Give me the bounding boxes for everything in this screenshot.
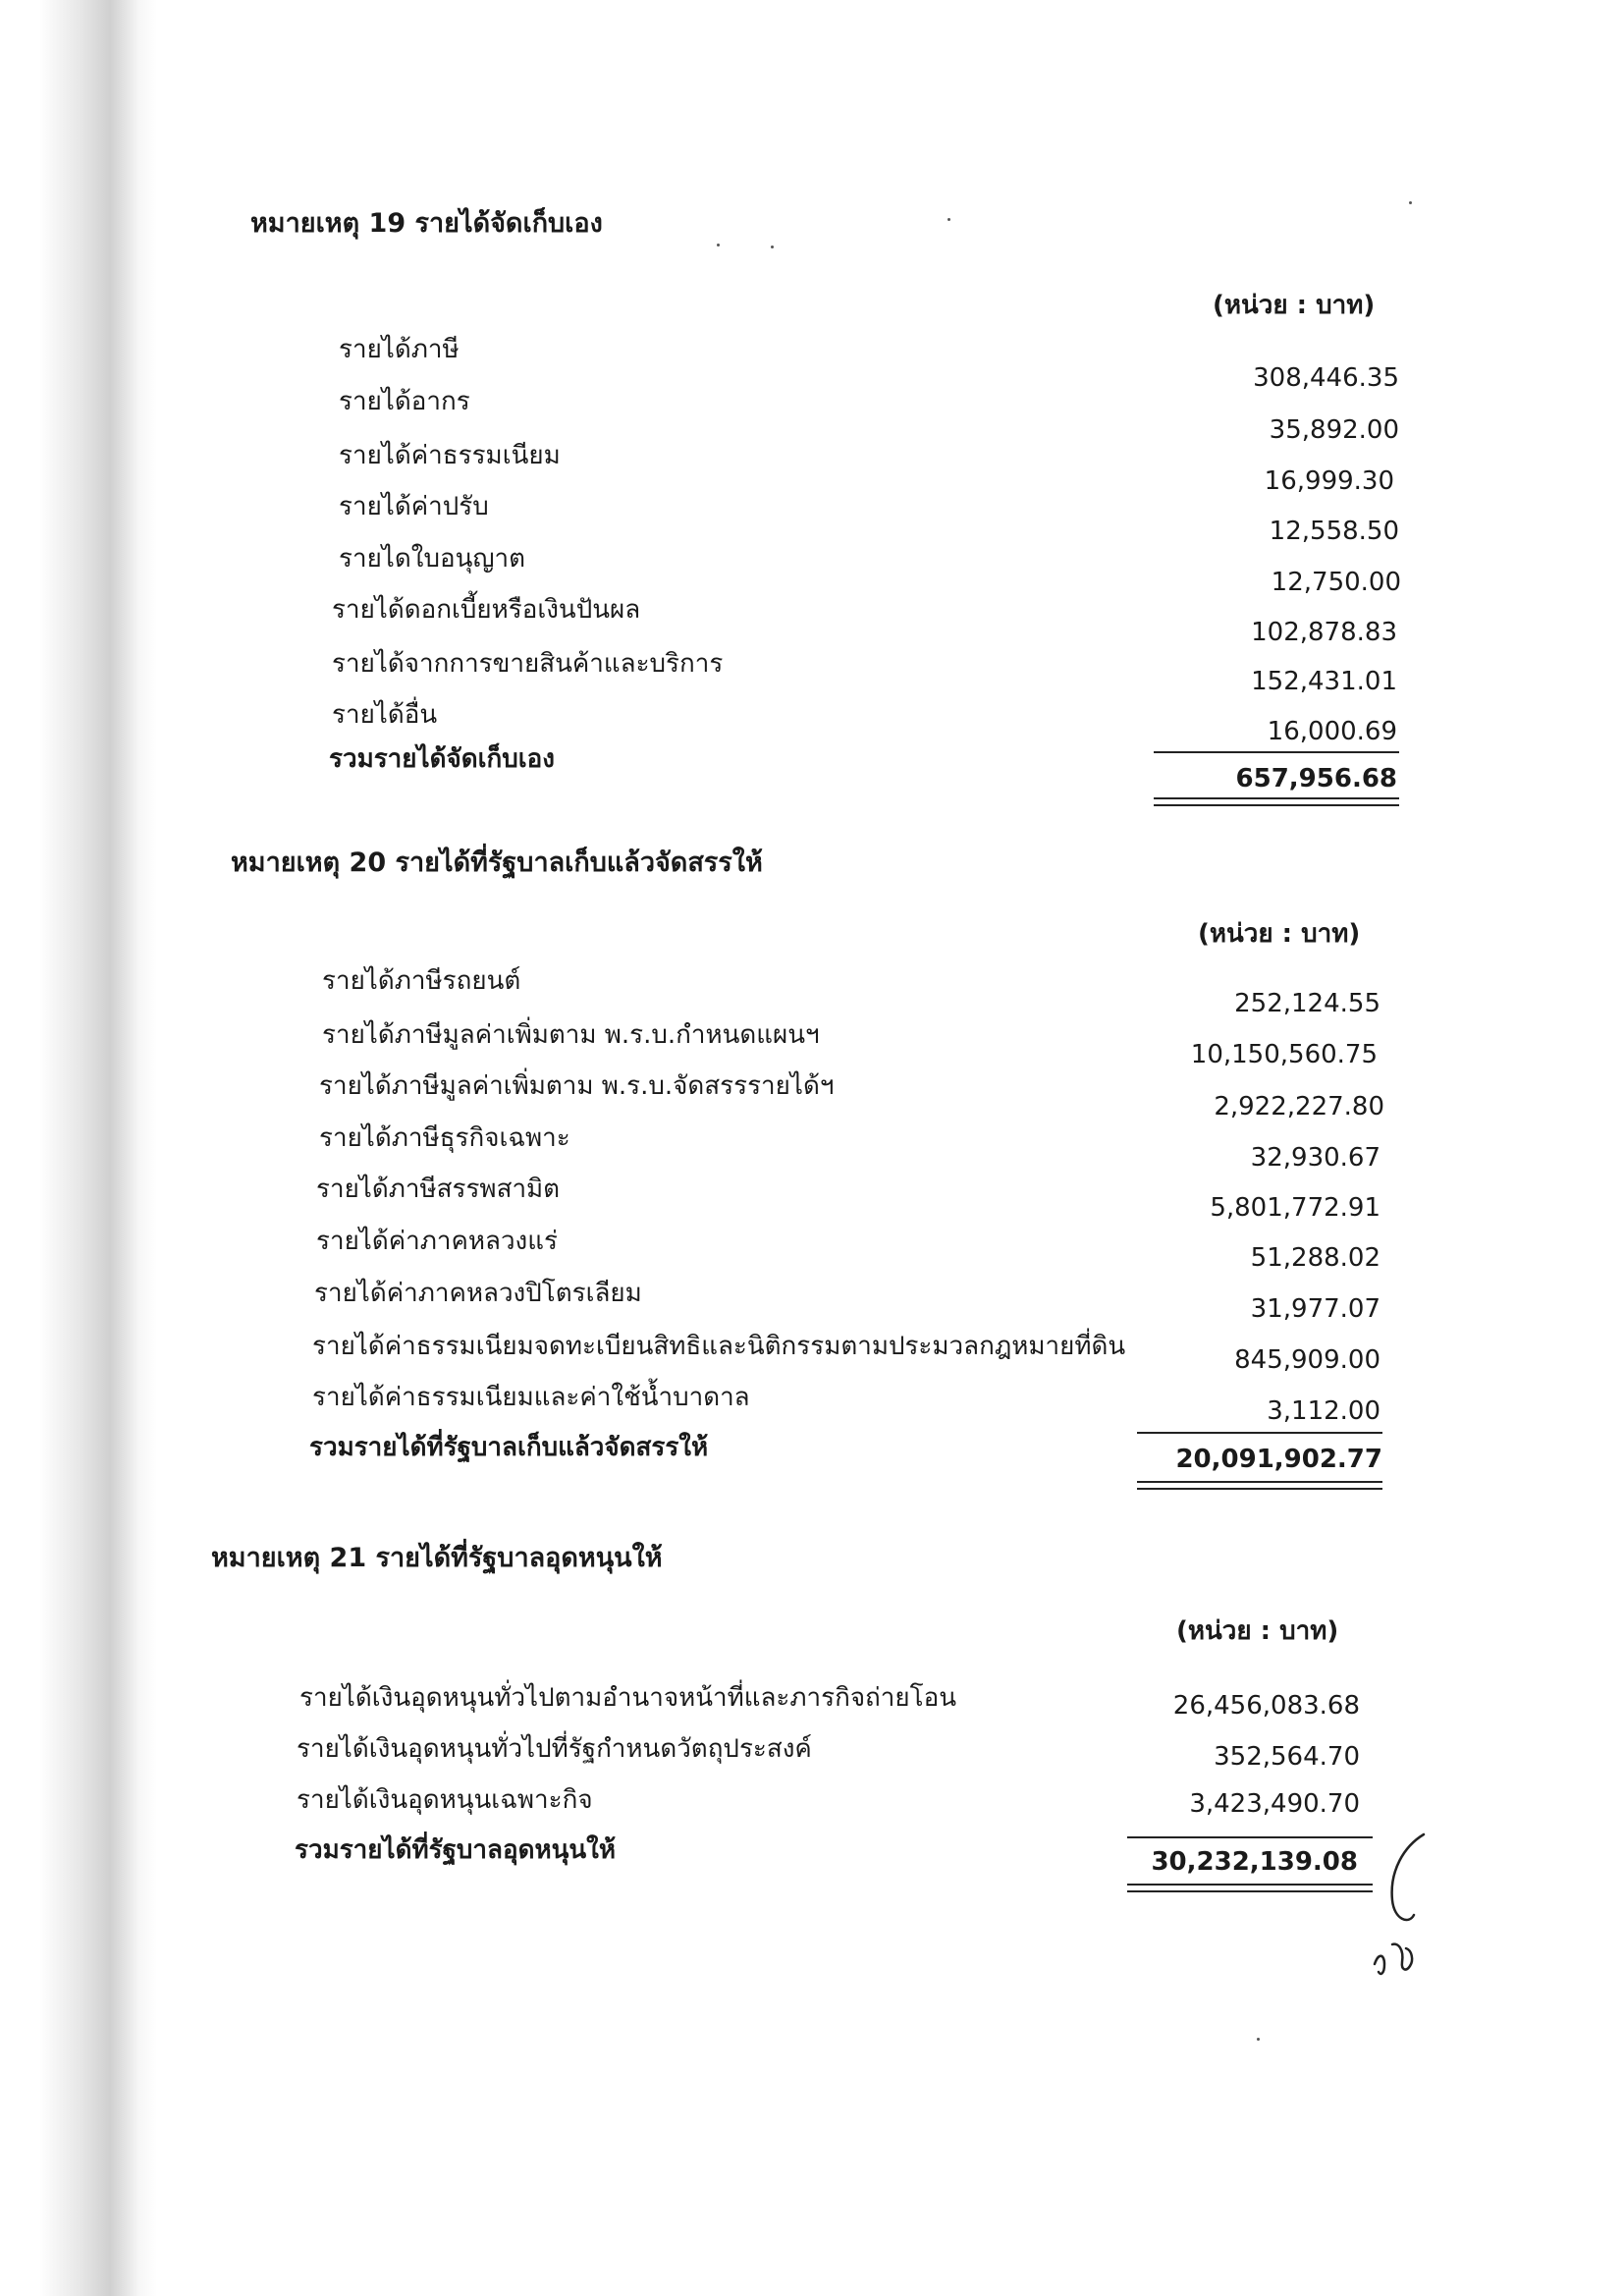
note-20-row [316,1193,1402,1260]
row-label: รายได้ค่าธรรมเนียมจดทะเบียนสิทธิและนิติกรรมตามประมวลกฎหมายที่ดิน [312,1332,1126,1361]
note-19-row [332,667,1419,734]
row-amount: 308,446.35 [1253,363,1399,393]
row-label: รายได้เงินอุดหนุนทั่วไปตามอำนาจหน้าที่และภารกิจถ่ายโอน [299,1683,956,1713]
total-amount: 657,956.68 [1235,764,1397,793]
row-amount: 31,977.07 [1250,1294,1380,1324]
row-label: รายได้อื่น [332,700,438,730]
row-label: รายได้ค่าภาคหลวงแร่ [316,1227,558,1256]
row-amount: 16,999.30 [1264,466,1394,496]
row-label: รายได้ดอกเบี้ยหรือเงินปันผล [332,595,641,625]
note-20-total-row [309,1427,1402,1474]
row-amount: 32,930.67 [1250,1143,1380,1173]
row-amount: 12,750.00 [1271,568,1401,597]
note-19-row [339,466,1419,525]
note-19-unit: (หน่วย : บาท) [1213,291,1376,320]
note-21-row [297,1779,1380,1819]
row-amount: 16,000.69 [1267,717,1397,746]
row-label: รายได้ภาษี [339,335,460,364]
note-19-title: หมายเหตุ 19 รายได้จัดเก็บเอง [250,208,603,239]
row-amount: 10,150,560.75 [1190,1040,1378,1069]
row-label: รายได้อากร [339,387,470,416]
row-label: รายได้จากการขายสินค้าและบริการ [332,649,724,679]
total-double-rule [1127,1884,1373,1892]
note-21-row [299,1677,1380,1721]
scan-speck [947,218,950,221]
total-amount: 20,091,902.77 [1175,1445,1382,1474]
row-label: รายได้ภาษีมูลค่าเพิ่มตาม พ.ร.บ.กำหนดแผนฯ [322,1020,820,1050]
total-label: รวมรายได้จัดเก็บเอง [329,744,555,774]
row-amount: 12,558.50 [1269,517,1399,546]
row-label: รายได้ค่าปรับ [339,492,489,521]
row-label: รายได้ค่าธรรมเนียมและค่าใช้น้ำบาดาล [312,1383,750,1412]
row-amount: 252,124.55 [1234,989,1380,1018]
scan-speck [717,244,720,246]
handwritten-signature [1355,1827,1443,1988]
total-double-rule [1154,797,1399,806]
row-amount: 845,909.00 [1234,1345,1380,1375]
total-amount: 30,232,139.08 [1151,1847,1358,1877]
row-label: รายได้ค่าธรรมเนียม [339,441,561,470]
note-19-total-row [329,738,1419,793]
total-label: รวมรายได้ที่รัฐบาลอุดหนุนให้ [295,1835,616,1865]
note-21-title: หมายเหตุ 21 รายได้ที่รัฐบาลอุดหนุนให้ [211,1543,663,1573]
row-amount: 35,892.00 [1269,415,1399,445]
row-amount: 5,801,772.91 [1210,1193,1380,1223]
note-19-row [339,329,1419,368]
row-amount: 2,922,227.80 [1214,1092,1384,1121]
note-20-title: หมายเหตุ 20 รายได้ที่รัฐบาลเก็บแล้วจัดสรรให้ [231,847,763,878]
scan-speck [1409,201,1412,204]
note-19-row [339,517,1419,577]
row-amount: 51,288.02 [1250,1243,1380,1273]
row-label: รายได้ภาษีธุรกิจเฉพาะ [319,1123,570,1153]
scan-speck [1257,2038,1260,2041]
row-label: รายไดใบอนุญาต [339,544,525,574]
total-label: รวมรายได้ที่รัฐบาลเก็บแล้วจัดสรรให้ [309,1433,709,1462]
row-amount: 352,564.70 [1214,1742,1360,1772]
row-amount: 3,112.00 [1267,1396,1380,1426]
row-label: รายได้ค่าภาคหลวงปิโตรเลียม [314,1279,642,1308]
row-amount: 3,423,490.70 [1189,1789,1360,1819]
note-21-row [297,1728,1380,1772]
note-21-unit: (หน่วย : บาท) [1176,1616,1339,1646]
total-double-rule [1137,1481,1382,1490]
row-amount: 26,456,083.68 [1172,1691,1360,1721]
note-19-row [339,415,1419,474]
row-amount: 102,878.83 [1251,618,1397,647]
note-20-row [319,1092,1402,1157]
note-19-row [339,363,1419,420]
row-label: รายได้ภาษีสรรพสามิต [316,1175,561,1204]
row-label: รายได้ภาษีรถยนต์ [322,966,521,996]
row-label: รายได้ภาษีมูลค่าเพิ่มตาม พ.ร.บ.จัดสรรรายได้ฯ [319,1071,835,1101]
row-label: รายได้เงินอุดหนุนทั่วไปที่รัฐกำหนดวัตถุประสงค์ [297,1734,812,1764]
note-20-row [314,1243,1402,1312]
scan-edge-shadow [39,0,157,2296]
note-21-total-row [295,1830,1380,1877]
row-amount: 152,431.01 [1251,667,1397,696]
note-20-unit: (หน่วย : บาท) [1198,919,1361,949]
scan-speck [771,246,774,248]
row-label: รายได้เงินอุดหนุนเฉพาะกิจ [297,1785,593,1815]
